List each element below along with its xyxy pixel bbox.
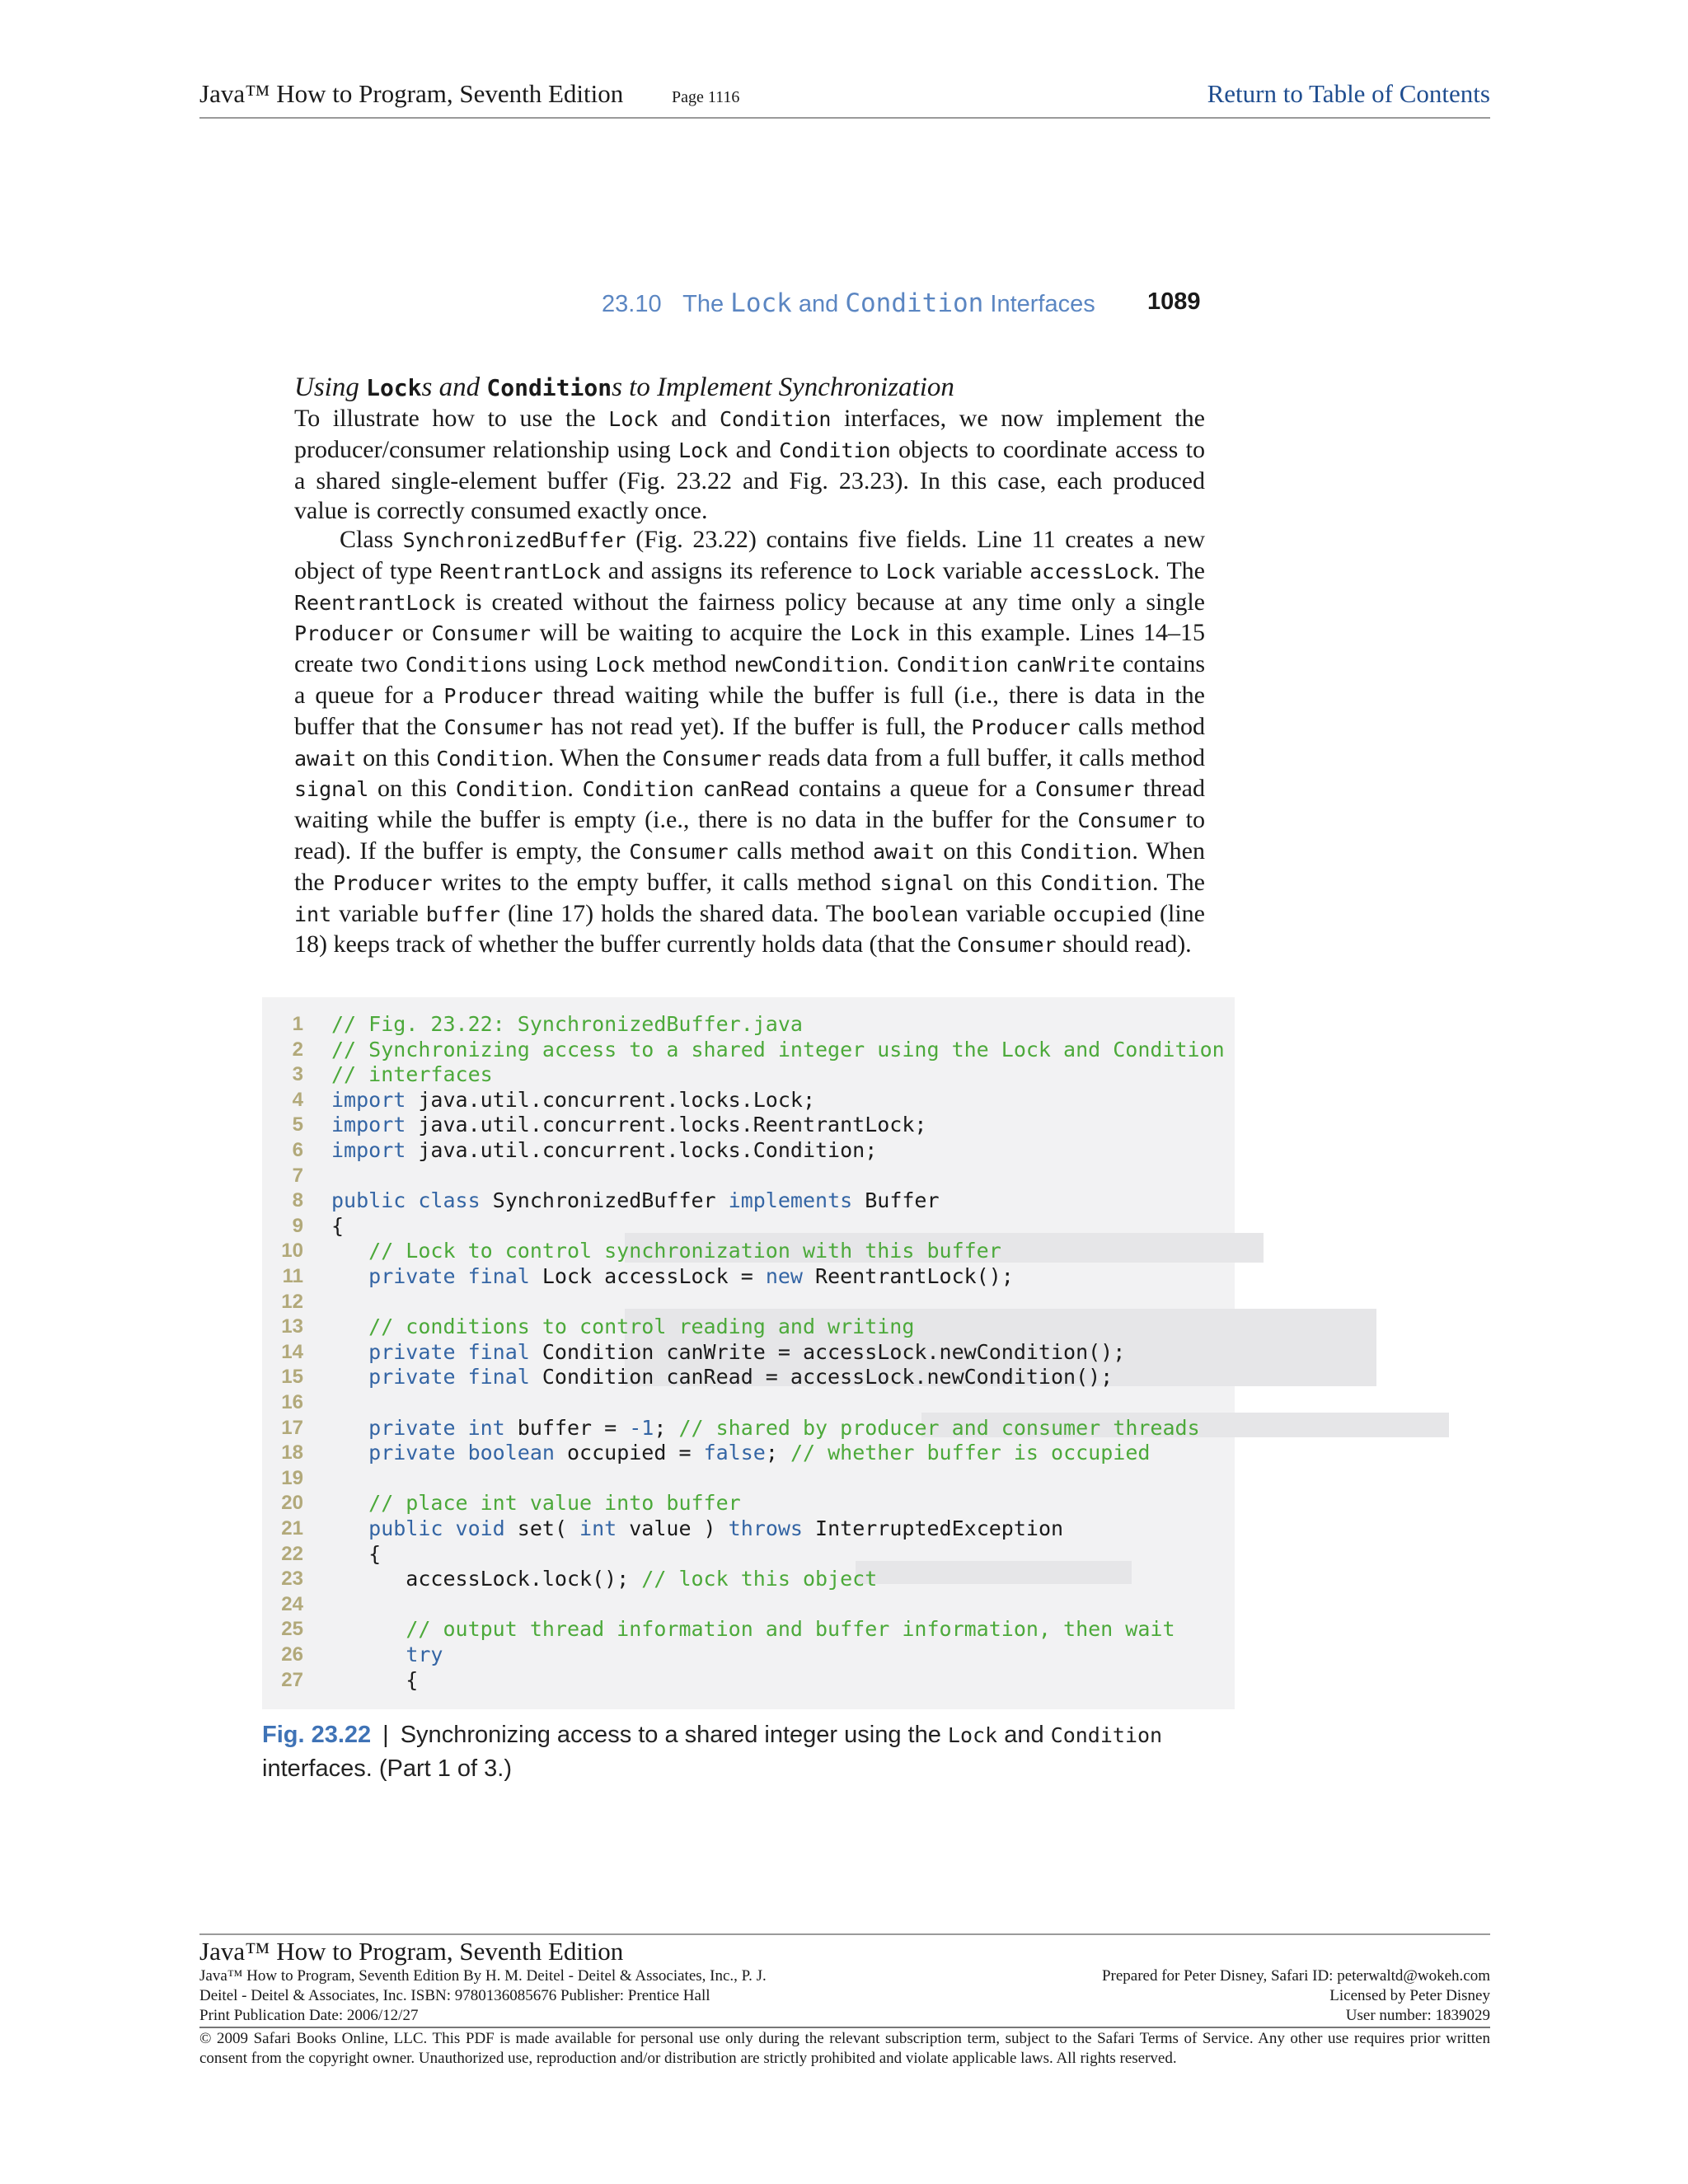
inline-code: accessLock — [1029, 559, 1154, 583]
code-text — [331, 1416, 1200, 1441]
paragraph-text: s using — [517, 650, 596, 678]
paragraph-text — [694, 775, 703, 802]
code-comment: // Lock to control synchronization with this buffer — [368, 1239, 1001, 1263]
code-token: -1 — [629, 1415, 654, 1440]
code-text — [331, 1138, 877, 1163]
line-number: 3 — [292, 1063, 303, 1086]
inline-code: Consumer — [957, 933, 1057, 958]
paragraph-text: variable — [935, 556, 1030, 584]
code-text — [331, 1340, 1125, 1365]
code-keyword: import — [331, 1113, 406, 1137]
inline-code: Lock — [850, 621, 900, 646]
code-comment: // place int value into buffer — [368, 1491, 741, 1516]
code-comment: // Fig. 23.22: SynchronizedBuffer.java — [331, 1012, 803, 1036]
code-token: value ) — [617, 1516, 729, 1540]
footer-right-line-3: User number: 1839029 — [1345, 2007, 1490, 2024]
inline-code: Condition — [779, 438, 891, 462]
caption-code-condition: Condition — [1050, 1723, 1163, 1747]
line-number: 5 — [292, 1113, 303, 1137]
code-token: accessLock.lock(); — [331, 1567, 642, 1591]
line-number: 16 — [281, 1391, 303, 1413]
inline-code: Lock — [678, 438, 729, 462]
line-number: 26 — [281, 1643, 303, 1666]
code-keyword: private int — [368, 1415, 505, 1440]
code-keyword: private final — [368, 1264, 530, 1288]
paragraph-text: will be waiting to acquire the — [531, 619, 851, 647]
caption-text-pre: Synchronizing access to a shared integer using the — [400, 1722, 941, 1748]
code-token — [331, 1441, 368, 1465]
inline-code: canRead — [702, 777, 790, 802]
line-number: 13 — [281, 1315, 303, 1338]
inline-code: Condition — [896, 653, 1009, 677]
figure-caption — [262, 1718, 1235, 1785]
line-number: 8 — [292, 1189, 303, 1212]
running-head — [602, 288, 1095, 318]
running-head-and: and — [798, 291, 839, 317]
code-token — [331, 1340, 368, 1364]
code-token: Condition canWrite = accessLock.newCondition(); — [529, 1339, 1126, 1364]
footer-divider — [199, 2027, 1490, 2028]
code-token: java.util.concurrent.locks.Condition; — [406, 1138, 878, 1162]
code-token: { — [331, 1541, 382, 1566]
subhead-pre: Using — [294, 373, 359, 402]
code-comment: // conditions to control reading and writing — [368, 1315, 915, 1339]
paragraph-text: contains a queue for a — [790, 775, 1035, 803]
book-title: Java™ How to Program, Seventh Edition — [199, 79, 624, 108]
inline-code: Lock — [885, 559, 935, 583]
code-keyword: try — [406, 1643, 443, 1666]
code-text — [331, 1088, 815, 1113]
footer-right-line-2: Licensed by Peter Disney — [1329, 1987, 1490, 2004]
line-number: 27 — [281, 1668, 303, 1691]
line-number: 20 — [281, 1492, 303, 1515]
paragraph-text: on this — [368, 775, 456, 803]
inline-code: signal — [294, 777, 369, 802]
paragraph-text: variable — [331, 899, 426, 927]
running-head-post: Interfaces — [990, 291, 1095, 317]
code-text — [331, 1113, 926, 1137]
highlight-block-4 — [856, 1561, 1132, 1584]
page-label: Page 1116 — [672, 88, 740, 106]
code-text — [331, 1264, 1014, 1289]
inline-code: Producer — [443, 683, 543, 708]
code-text — [331, 1617, 1175, 1642]
paragraph-text: variable — [958, 899, 1053, 927]
inline-code: Condition — [1020, 839, 1132, 864]
inline-code: signal — [879, 870, 954, 895]
code-text — [331, 1188, 940, 1213]
page-header — [199, 76, 1490, 119]
paragraph-text: should read). — [1056, 930, 1192, 958]
table-of-contents-link[interactable]: Return to Table of Contents — [1207, 79, 1490, 108]
inline-code: ReentrantLock — [294, 590, 456, 615]
footer-left-line-3: Print Publication Date: 2006/12/27 — [199, 2007, 419, 2024]
line-number: 7 — [292, 1164, 303, 1187]
inline-code: SynchronizedBuffer — [402, 528, 626, 552]
body-paragraph-1 — [294, 404, 1205, 527]
code-comment: // whether buffer is occupied — [790, 1441, 1151, 1465]
line-number: 21 — [281, 1517, 303, 1540]
code-token — [331, 1416, 368, 1440]
line-number: 14 — [281, 1340, 303, 1363]
code-token: SynchronizedBuffer — [480, 1188, 729, 1213]
code-comment: // lock this object — [641, 1567, 878, 1591]
inline-code: await — [294, 746, 357, 771]
code-token — [331, 1365, 368, 1389]
code-keyword: public class — [331, 1188, 481, 1213]
code-text — [331, 1038, 1225, 1062]
paragraph-text: and assigns its reference to — [600, 556, 886, 584]
inline-code: int — [294, 902, 332, 926]
inline-code: await — [872, 839, 935, 864]
line-number: 22 — [281, 1542, 303, 1565]
paragraph-text: To illustrate how to use the — [294, 405, 609, 432]
inline-code: Condition — [455, 777, 568, 802]
inline-code: Consumer — [662, 746, 762, 771]
code-token — [331, 1239, 368, 1263]
inline-code: Consumer — [431, 621, 532, 646]
inline-code: Consumer — [1077, 808, 1177, 833]
line-number: 24 — [281, 1592, 303, 1615]
subhead-code-condition: Condition — [486, 374, 612, 401]
footer-title: Java™ How to Program, Seventh Edition — [199, 1937, 624, 1966]
book-page-number: 1089 — [1147, 288, 1201, 315]
line-number: 12 — [281, 1290, 303, 1313]
code-token: ; — [654, 1415, 679, 1440]
code-text — [331, 1012, 803, 1037]
footer-right-line-1: Prepared for Peter Disney, Safari ID: peterwaltd@wokeh.com — [1101, 1967, 1490, 1985]
code-token: Condition canRead = accessLock.newCondition(); — [529, 1365, 1114, 1390]
figure-label: Fig. 23.22 — [262, 1722, 372, 1748]
line-number: 25 — [281, 1618, 303, 1641]
code-token: set( — [504, 1516, 580, 1540]
paragraph-text: (Fig. 23.22) contains five fields. Line 11 creates a new object of type — [294, 526, 1206, 584]
inline-code: Consumer — [629, 839, 729, 864]
paragraph-text: thread waiting while the buffer is full (i.e., there is data in the buffer that the — [294, 681, 1205, 740]
copyright-notice: © 2009 Safari Books Online, LLC. This PDF is made available for personal use only during the relevant subscription term, subject to the Safari Terms of Service. Any other use requires prior written consent from the copyright owner. Unauthorized use, reproduction and/or distribution are strictly prohibited and violate applicable laws. All rights reserved. — [199, 2030, 1490, 2067]
code-comment: // interfaces — [331, 1062, 493, 1087]
code-token — [331, 1315, 368, 1338]
line-number: 17 — [281, 1416, 303, 1439]
line-number: 4 — [292, 1088, 303, 1111]
paragraph-text: in this example. Lines 14–15 create two — [294, 619, 1205, 678]
paragraph-text — [1008, 650, 1015, 677]
code-text — [331, 1668, 418, 1693]
inline-code: ReentrantLock — [439, 559, 601, 583]
line-number: 9 — [292, 1214, 303, 1237]
code-token: ReentrantLock(); — [802, 1264, 1014, 1288]
paragraph-text: (line 17) holds the shared data. The — [500, 899, 872, 927]
subhead-code-lock: Lock — [366, 374, 422, 401]
code-keyword: private final — [368, 1365, 530, 1390]
inline-code: Condition — [405, 653, 518, 677]
code-listing — [262, 997, 1235, 1709]
running-head-code-lock: Lock — [730, 288, 792, 318]
code-keyword: throws — [728, 1516, 803, 1540]
code-keyword: new — [765, 1264, 803, 1288]
code-token: { — [331, 1213, 345, 1238]
paragraph-text: method — [645, 650, 734, 678]
code-token — [331, 1617, 406, 1641]
code-token: occupied = — [554, 1441, 704, 1465]
code-text — [331, 1491, 741, 1516]
code-text — [331, 1062, 493, 1087]
running-head-pre: The — [682, 291, 724, 317]
paragraph-text: . The — [1153, 556, 1205, 584]
running-head-code-condition: Condition — [845, 288, 984, 318]
inline-code: canWrite — [1015, 653, 1115, 677]
code-text — [331, 1643, 443, 1667]
line-number: 18 — [281, 1441, 303, 1465]
paragraph-text: to read). If the buffer is empty, the — [294, 806, 1205, 865]
code-text — [331, 1441, 1150, 1465]
code-text — [331, 1542, 381, 1567]
code-token: Buffer — [852, 1188, 940, 1213]
paragraph-text: interfaces, we now implement the producer/consumer relationship using — [294, 405, 1205, 463]
caption-and: and — [1004, 1722, 1044, 1748]
paragraph-text: (line 18) keeps track of whether the buffer currently holds data (that the — [294, 899, 1205, 958]
paragraph-text: or — [393, 619, 432, 647]
inline-code: Condition — [1040, 870, 1152, 895]
paragraph-text: on this — [935, 837, 1020, 865]
code-keyword: import — [331, 1087, 406, 1112]
code-token — [331, 1643, 406, 1666]
section-subheading — [294, 373, 954, 403]
paragraph-text: on this — [356, 743, 437, 771]
inline-code: Consumer — [443, 715, 544, 739]
code-keyword: import — [331, 1138, 406, 1162]
code-token: { — [331, 1667, 419, 1692]
paragraph-text: Class — [340, 526, 403, 553]
paragraph-text: . — [567, 775, 583, 803]
code-comment: // output thread information and buffer information, then wait — [406, 1617, 1175, 1642]
code-text — [331, 1567, 877, 1591]
inline-code: buffer — [425, 902, 501, 926]
code-text — [331, 1365, 1113, 1390]
code-comment: // Synchronizing access to a shared integer using the Lock and Condition — [331, 1037, 1225, 1062]
line-number: 11 — [282, 1265, 303, 1287]
subhead-post: s to Implement Synchronization — [612, 373, 954, 402]
paragraph-text: objects to coordinate access to a shared single-element buffer (Fig. 23.22 and Fig. 23.23). In this case, each produced value is correctly consumed exactly once. — [294, 435, 1205, 525]
inline-code: Condition — [719, 407, 832, 431]
code-token: java.util.concurrent.locks.ReentrantLock; — [406, 1113, 927, 1137]
paragraph-text: . When the — [547, 743, 663, 771]
paragraph-text: calls method — [728, 837, 873, 865]
paragraph-text: thread waiting while the buffer is empty (i.e., there is no data in the buffer for the — [294, 775, 1205, 834]
code-text — [331, 1239, 1001, 1263]
inline-code: occupied — [1053, 902, 1153, 926]
line-number: 10 — [281, 1240, 303, 1263]
code-keyword: private boolean — [368, 1441, 555, 1465]
paragraph-text: contains a queue for a — [294, 650, 1206, 709]
code-comment: // shared by producer and consumer threads — [678, 1415, 1200, 1440]
paragraph-text: . When the — [294, 837, 1205, 896]
caption-separator: | — [382, 1722, 389, 1748]
code-token: Lock accessLock = — [529, 1264, 766, 1288]
inline-code: Producer — [294, 621, 394, 646]
code-token — [331, 1491, 368, 1515]
line-number: 1 — [292, 1013, 303, 1035]
footer-left-line-2: Deitel - Deitel & Associates, Inc. ISBN: 9780136085676 Publisher: Prentice Hall — [199, 1987, 710, 2004]
inline-code: Condition — [436, 746, 548, 771]
body-paragraph-2 — [294, 525, 1205, 961]
code-keyword: public void — [368, 1516, 505, 1540]
paragraph-text: and — [728, 435, 780, 463]
inline-code: Producer — [333, 870, 433, 895]
paragraph-text: . The — [1151, 868, 1205, 896]
code-token — [331, 1516, 368, 1540]
caption-code-lock: Lock — [947, 1723, 998, 1747]
subhead-mid: s and — [421, 373, 481, 402]
code-keyword: private final — [368, 1339, 530, 1364]
paragraph-text: on this — [954, 868, 1041, 896]
line-number: 6 — [292, 1139, 303, 1161]
code-keyword: implements — [728, 1188, 853, 1213]
code-token: java.util.concurrent.locks.Lock; — [406, 1087, 816, 1112]
code-token — [331, 1264, 368, 1288]
code-token: ; — [765, 1441, 790, 1465]
line-number: 19 — [281, 1466, 303, 1489]
code-token: buffer = — [504, 1415, 630, 1440]
inline-code: newCondition — [734, 653, 884, 677]
section-number: 23.10 — [602, 291, 662, 317]
line-number: 2 — [292, 1038, 303, 1061]
inline-code: Condition — [582, 777, 695, 802]
paragraph-text: writes to the empty buffer, it calls method — [432, 868, 880, 896]
inline-code: Lock — [595, 653, 645, 677]
paragraph-text: and — [658, 405, 720, 432]
code-token: InterruptedException — [802, 1516, 1064, 1540]
code-text — [331, 1315, 914, 1339]
paragraph-text: . — [883, 650, 897, 678]
code-keyword: int — [579, 1516, 617, 1540]
footer-rule — [199, 1933, 1490, 1935]
paragraph-text: is created without the fairness policy because at any time only a single — [455, 588, 1205, 616]
paragraph-text: has not read yet). If the buffer is full, the — [543, 712, 972, 740]
footer-left-line-1: Java™ How to Program, Seventh Edition By H. M. Deitel - Deitel & Associates, Inc., P. J. — [199, 1967, 767, 1985]
line-number: 23 — [281, 1568, 303, 1591]
line-number: 15 — [281, 1366, 303, 1389]
inline-code: Producer — [971, 715, 1071, 739]
paragraph-text: reads data from a full buffer, it calls method — [761, 743, 1205, 771]
inline-code: Consumer — [1034, 777, 1135, 802]
inline-code: Lock — [608, 407, 659, 431]
code-text — [331, 1516, 1063, 1541]
code-keyword: false — [703, 1441, 766, 1465]
caption-text-post: interfaces. (Part 1 of 3.) — [262, 1755, 513, 1782]
inline-code: boolean — [871, 902, 959, 926]
code-text — [331, 1214, 344, 1239]
paragraph-text: calls method — [1070, 712, 1205, 740]
